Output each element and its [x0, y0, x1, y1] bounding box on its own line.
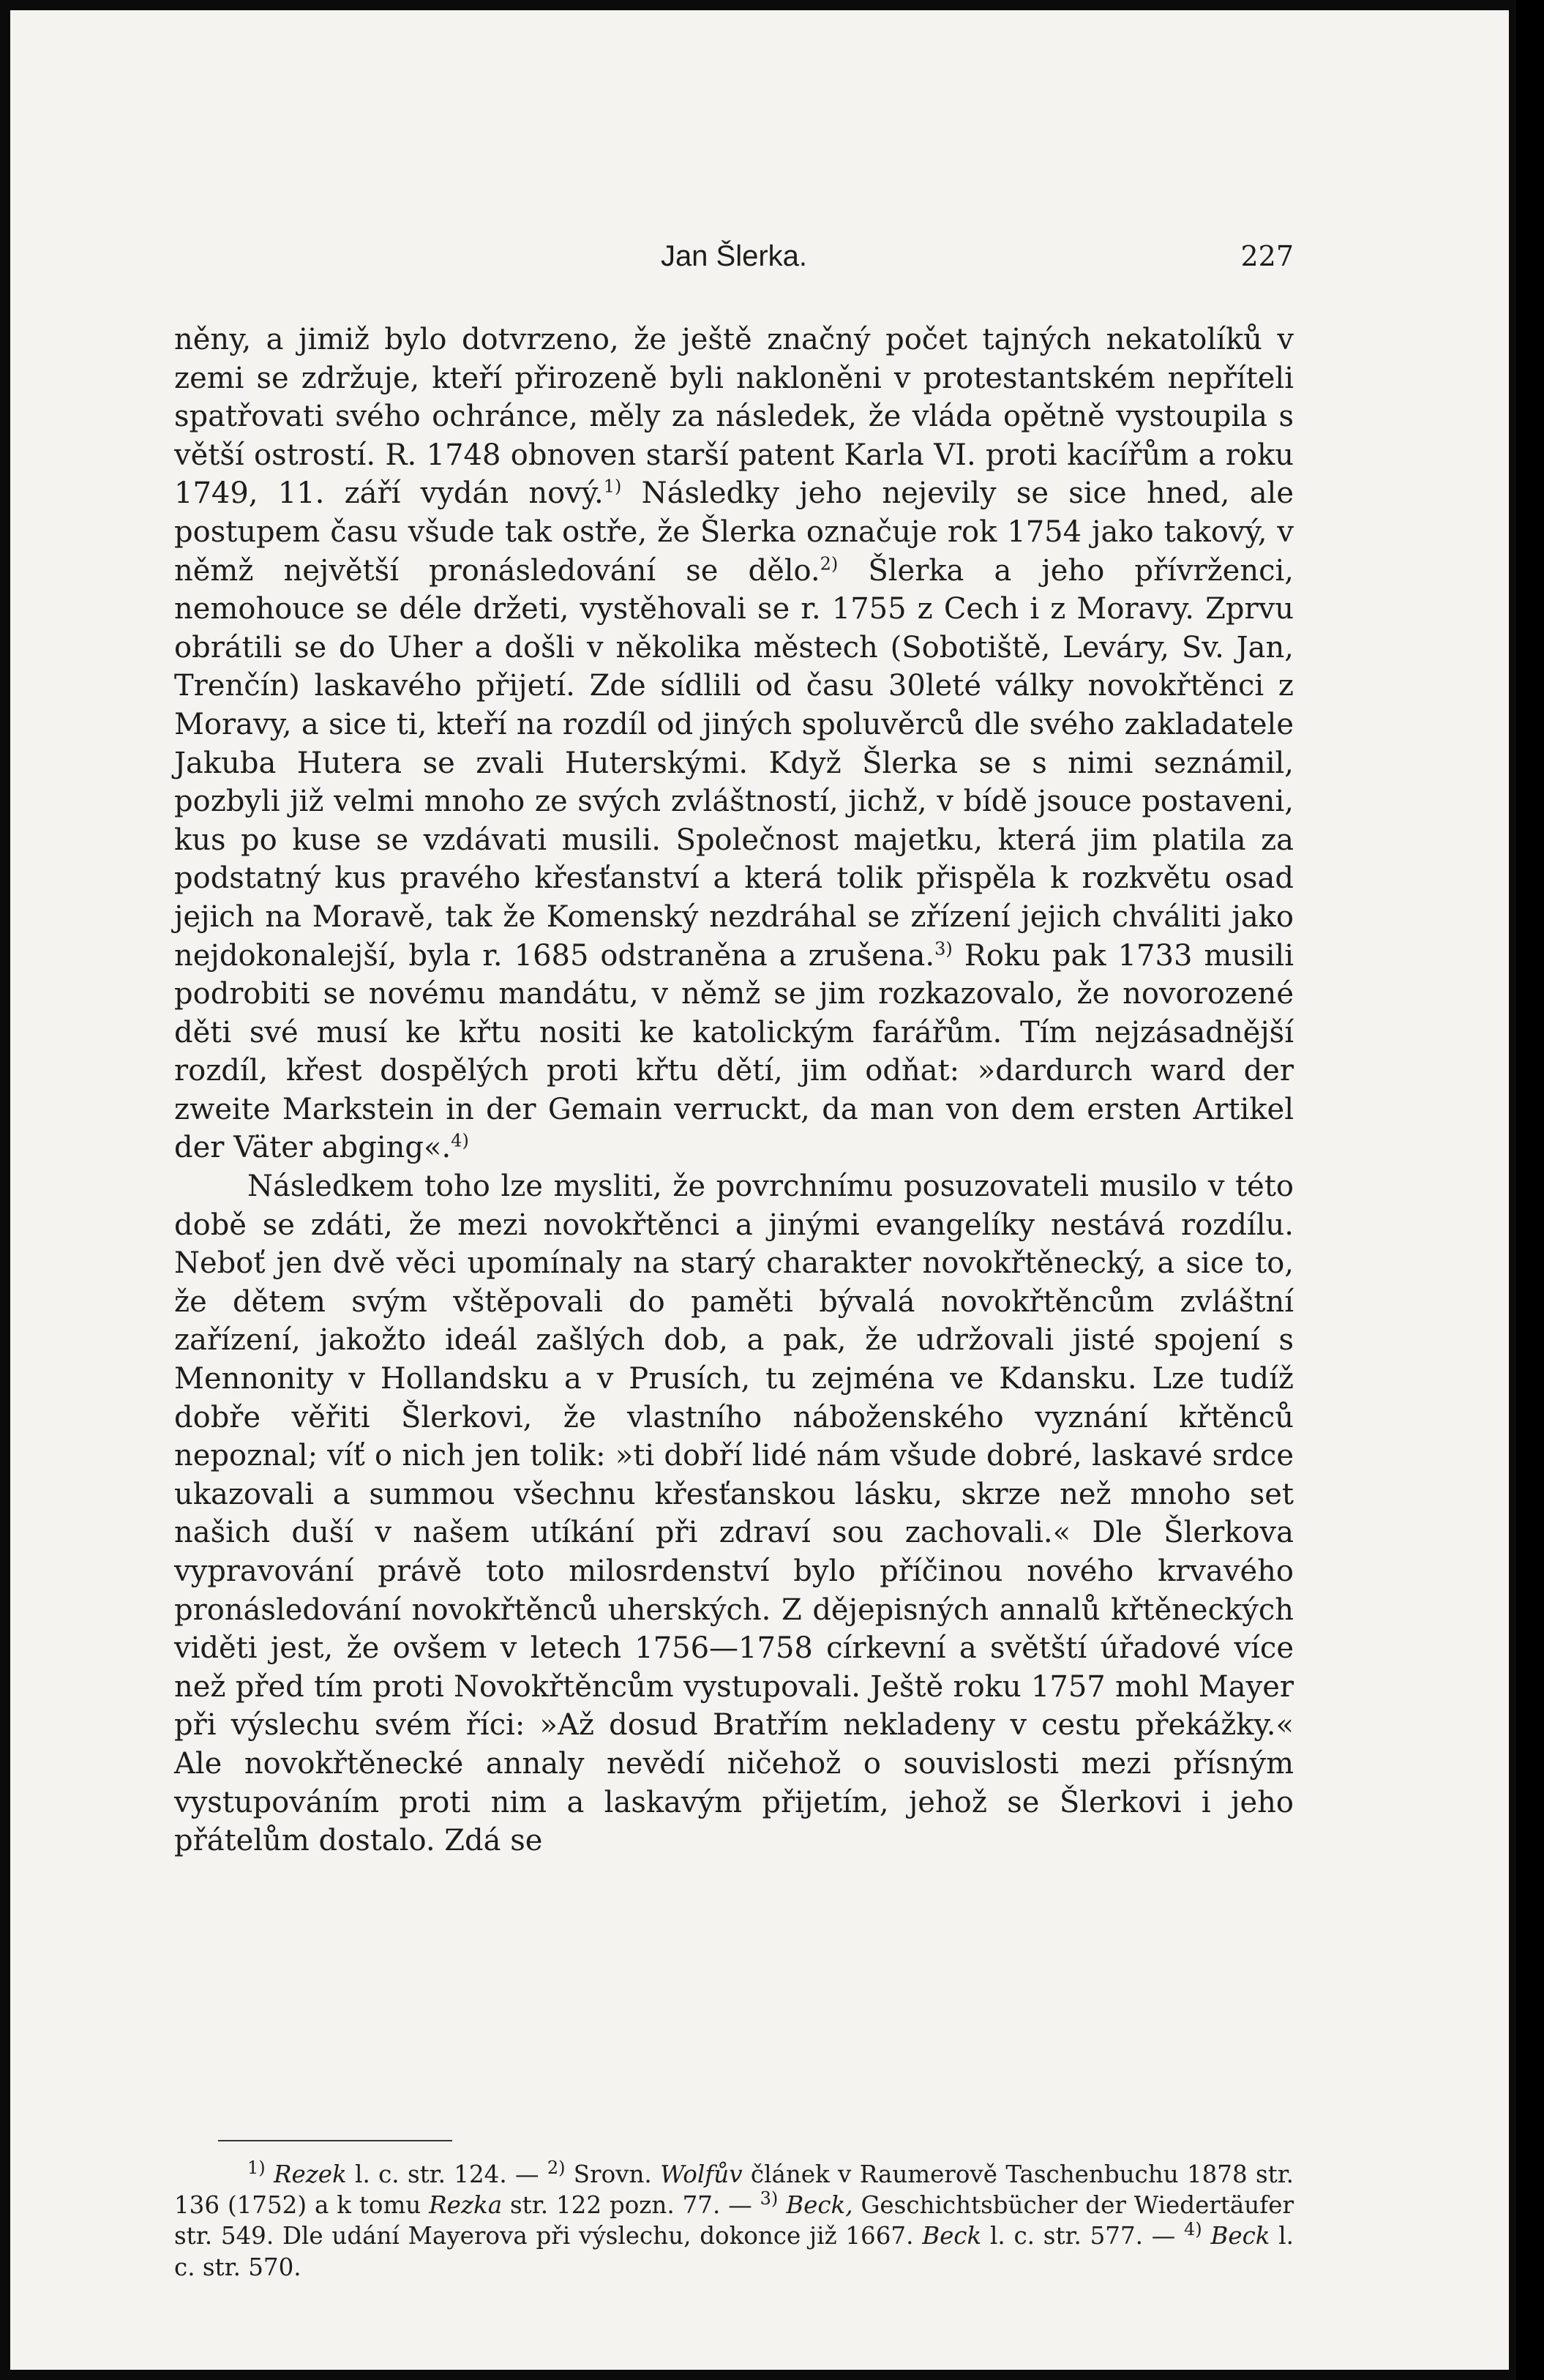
running-head: [174, 230, 1294, 274]
footnote-3-text-2: l. c. str. 577. —: [981, 2222, 1185, 2250]
footnote-3-text: Geschichtsbücher der Wiedertäufer str. 549. Dle udání Mayerova při výslechu, dokonce již 1667.: [174, 2191, 1294, 2250]
footnote-1-author: Rezek: [273, 2160, 347, 2188]
paragraph-1-text-a: něny, a jimiž bylo dotvrzeno, že ještě značný počet tajných nekatolíků v zemi se zdržuje, kteří přirozeně byli nakloněni v protestantském nepříteli spatřovati svého ochránce, měly za následek, že vláda opětně vystoupila s větší ostrostí. R. 1748 obnoven starší patent Karla VI. proti kacířům a roku 1749, 11. září vydán nový.: [174, 323, 1294, 511]
footnote-4-text: l. c. str. 570.: [174, 2222, 1294, 2281]
footnote-3-author: Beck,: [786, 2191, 853, 2220]
footnote-ref-3: 3): [934, 938, 953, 959]
paragraph-1-text-d: Roku pak 1733 musili podrobiti se novému mandátu, v němž se jim rozkazovalo, že novorozené děti své musí ke křtu nositi ke katolickým farářům. Tím nejzásadnější rozdíl, křest dospělých proti křtu dětí, jim odňat: »dardurch ward der zweite Markstein in der Gemain verruckt, da man von dem ersten Artikel der Väter abging«.: [174, 938, 1294, 1165]
book-page: [10, 10, 1509, 2370]
body-text: [174, 321, 1294, 1860]
footnote-mark-4: 4): [1184, 2219, 1202, 2240]
footnote-4-author: Beck: [1210, 2222, 1270, 2250]
paragraph-2: Následkem toho lze mysliti, že povrchnímu posuzovateli musilo v této době se zdáti, že mezi novokřtěnci a jinými evangelíky nestává rozdílu. Neboť jen dvě věci upomínaly na starý charakter novokřtěnecký, a sice to, že dětem svým vštěpovali do paměti bývalá novokřtěncům zvláštní zařízení, jakožto ideál zašlých dob, a pak, že udržovali jisté spojení s Mennonity v Hollandsku a v Prusích, tu zejména ve Kdansku. Lze tudíž dobře věřiti Šlerkovi, že vlastního náboženského vyznání křtěnců nepoznal; víť o nich jen tolik: »ti dobří lidé nám všude dobré, laskavé srdce ukazovali a summou všechnu křesťanskou lásku, skrze než mnoho set našich duší v našem utíkání při zdraví sou zachovali.« Dle Šlerkova vypravování právě toto milosrdenství bylo příčinou nového krvavého pronásledování novokřtěnců uherských. Z dějepisných annalů křtěneckých viděti jest, že ovšem v letech 1756—1758 církevní a světští úřadové více než před tím proti Novokřtěncům vystupovali. Ještě roku 1757 mohl Mayer při výslechu svém říci: »Až dosud Bratřím nekladeny v cestu překážky.« Ale novokřtěnecké annaly nevědí ničehož o souvislosti mezi přísným vystupováním proti nim a laskavým přijetím, jehož se Šlerkovi i jeho přátelům dostalo. Zdá se: [174, 1170, 1294, 1858]
footnote-mark-2: 2): [547, 2158, 566, 2179]
footnote-divider: [218, 2140, 452, 2141]
footnote-2-text-2: str. 122 pozn. 77. —: [502, 2191, 760, 2220]
footnote-mark-1: 1): [247, 2158, 266, 2179]
paragraph-1: [174, 321, 1294, 1167]
footnote-1-text: l. c. str. 124. —: [346, 2160, 547, 2188]
footnote-mark-3: 3): [760, 2188, 779, 2209]
scan-border-right: [1516, 0, 1544, 2380]
footnotes: [174, 2159, 1294, 2283]
footnote-block: [174, 2159, 1294, 2283]
footnote-2-text: článek v Raumerově Taschenbuchu 1878 str. 136 (1752) a k tomu: [174, 2160, 1294, 2220]
footnote-2-author-2: Rezka: [429, 2191, 503, 2220]
page-number: 227: [1240, 240, 1294, 272]
footnote-3-author-2: Beck: [922, 2222, 982, 2250]
footnote-ref-4: 4): [451, 1131, 469, 1152]
running-head-title: Jan Šlerka.: [660, 240, 808, 272]
footnote-2-author: Wolfův: [660, 2160, 743, 2188]
footnote-ref-2: 2): [820, 553, 839, 575]
paragraph-1-text-c: Šlerka a jeho přívrženci, nemohouce se déle držeti, vystěhovali se r. 1755 z Cech i z Moravy. Zprvu obrátili se do Uher a došli v několika městech (Sobotiště, Leváry, Sv. Jan, Trenčín) laskavého přijetí. Zde sídlili od času 30leté války novokřtěnci z Moravy, a sice ti, kteří na rozdíl od jiných spoluvěrců dle svého zakladatele Jakuba Hutera se zvali Huterskými. Když Šlerka se s nimi seznámil, pozbyli již velmi mnoho ze svých zvláštností, jichž, v bídě jsouce postaveni, kus po kuse se vzdávati musili. Společnost majetku, která jim platila za podstatný kus pravého křesťanství a která tolik přispěla k rozkvětu osad jejich na Moravě, tak že Komenský nezdráhal se zřízení jejich chváliti jako nejdokonalejší, byla r. 1685 odstraněna a zrušena.: [174, 553, 1294, 973]
paragraph-1-text-b: Následky jeho nejevily se sice hned, ale postupem času všude tak ostře, že Šlerka označuje rok 1754 jako takový, v němž největší pronásledování se dělo.: [174, 476, 1294, 588]
footnote-ref-1: 1): [603, 476, 622, 498]
footnote-2-pre: Srovn.: [565, 2160, 661, 2188]
